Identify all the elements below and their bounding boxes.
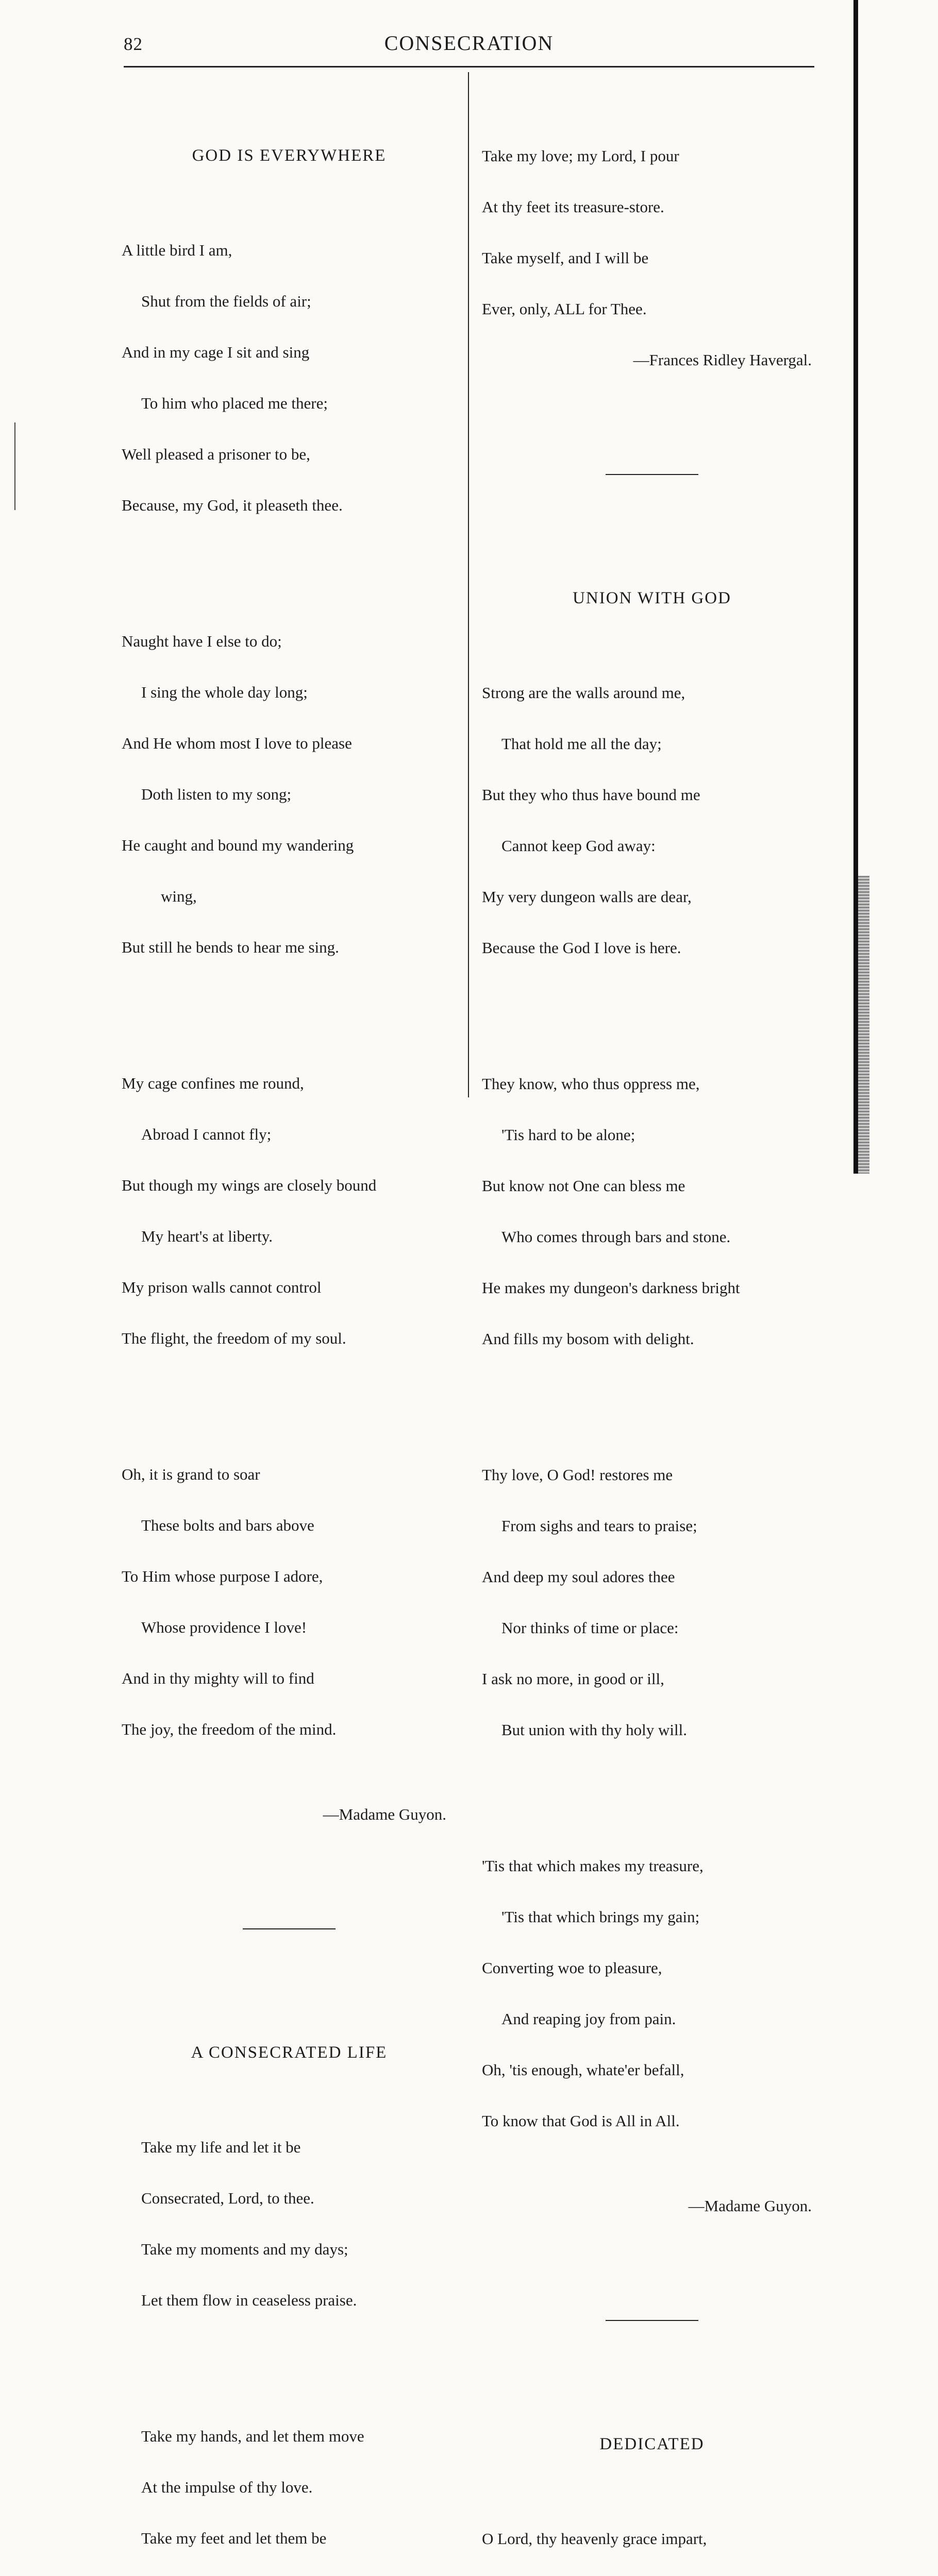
page-number: 82 xyxy=(124,34,143,54)
verse-line: That hold me all the day; xyxy=(501,735,662,753)
verse-line: Take my life and let it be xyxy=(141,2138,301,2156)
verse-line: From sighs and tears to praise; xyxy=(501,1517,697,1535)
verse-line: And deep my soul adores thee xyxy=(482,1568,675,1586)
verse-line: A little bird I am, xyxy=(122,241,232,259)
stanza xyxy=(482,2496,822,2576)
verse-line: My prison walls cannot control xyxy=(122,1278,322,1296)
stanza xyxy=(122,1432,457,1772)
verse-line: The joy, the freedom of the mind. xyxy=(122,1720,337,1738)
header-rule xyxy=(124,66,814,67)
verse-line: But they who thus have bound me xyxy=(482,786,700,804)
stanza xyxy=(122,599,457,990)
page-edge-texture xyxy=(858,876,869,1174)
poem-title: GOD IS EVERYWHERE xyxy=(192,146,387,165)
verse-line: Take myself, and I will be xyxy=(482,249,649,267)
stanza xyxy=(482,1823,822,2163)
verse-line: wing, xyxy=(161,887,197,905)
verse-line: My heart's at liberty. xyxy=(141,1227,273,1245)
section-separator xyxy=(606,2320,698,2321)
running-title: CONSECRATION xyxy=(384,31,554,55)
stanza xyxy=(122,208,457,548)
poem-title: UNION WITH GOD xyxy=(573,589,731,607)
verse-line: And in thy mighty will to find xyxy=(122,1669,314,1687)
verse-line: My cage confines me round, xyxy=(122,1074,304,1092)
verse-line: But still he bends to hear me sing. xyxy=(122,938,339,956)
verse-line: And in my cage I sit and sing xyxy=(122,343,310,361)
verse-line: They know, who thus oppress me, xyxy=(482,1075,700,1093)
margin-mark xyxy=(14,422,15,510)
poem-author: —Frances Ridley Havergal. xyxy=(633,351,812,369)
poem-a-consecrated-life-continued xyxy=(482,113,822,402)
verse-line: Let them flow in ceaseless praise. xyxy=(141,2291,357,2309)
verse-line: I sing the whole day long; xyxy=(141,683,308,701)
poem-title: DEDICATED xyxy=(599,2435,705,2453)
poem-title: A CONSECRATED LIFE xyxy=(191,2043,388,2062)
poem-author: —Madame Guyon. xyxy=(688,2197,812,2215)
section-separator xyxy=(243,1928,336,1929)
verse-line: Converting woe to pleasure, xyxy=(482,1959,662,1977)
verse-line: Naught have I else to do; xyxy=(122,632,282,650)
verse-line: But union with thy holy will. xyxy=(501,1721,687,1739)
verse-line: Whose providence I love! xyxy=(141,1618,307,1636)
verse-line: At thy feet its treasure-store. xyxy=(482,198,664,216)
stanza xyxy=(122,1041,457,1381)
verse-line: Strong are the walls around me, xyxy=(482,684,685,702)
verse-line: Thy love, O God! restores me xyxy=(482,1466,673,1484)
page-edge-shadow xyxy=(853,0,858,1174)
verse-line: Nor thinks of time or place: xyxy=(501,1619,679,1637)
verse-line: Abroad I cannot fly; xyxy=(141,1125,272,1143)
verse-line: 'Tis that which brings my gain; xyxy=(501,1908,700,1926)
poem-dedicated xyxy=(482,2402,822,2576)
verse-line: At the impulse of thy love. xyxy=(141,2478,313,2496)
stanza xyxy=(482,1041,822,1381)
verse-line: Because the God I love is here. xyxy=(482,939,681,957)
verse-line: Oh, it is grand to soar xyxy=(122,1465,260,1483)
poem-god-is-everywhere xyxy=(122,113,457,1857)
verse-line: To Him whose purpose I adore, xyxy=(122,1567,323,1585)
verse-line: Take my moments and my days; xyxy=(141,2240,348,2258)
verse-line: And fills my bosom with delight. xyxy=(482,1330,694,1348)
verse-line: But know not One can bless me xyxy=(482,1177,685,1195)
stanza xyxy=(122,2105,457,2343)
verse-line: Cannot keep God away: xyxy=(501,837,656,855)
verse-line: 'Tis hard to be alone; xyxy=(501,1126,635,1144)
verse-line: O Lord, thy heavenly grace impart, xyxy=(482,2530,707,2548)
verse-line: To know that God is All in All. xyxy=(482,2112,680,2130)
verse-line: And reaping joy from pain. xyxy=(501,2010,676,2028)
stanza xyxy=(482,650,822,990)
verse-line: And He whom most I love to please xyxy=(122,734,352,752)
verse-line: Ever, only, ALL for Thee. xyxy=(482,300,647,318)
verse-line: Doth listen to my song; xyxy=(141,785,292,803)
stanza xyxy=(122,2394,457,2576)
verse-line: 'Tis that which makes my treasure, xyxy=(482,1857,703,1875)
verse-line: I ask no more, in good or ill, xyxy=(482,1670,664,1688)
poem-a-consecrated-life xyxy=(122,2010,457,2576)
left-column xyxy=(122,79,457,2576)
verse-line: Take my love; my Lord, I pour xyxy=(482,147,679,165)
verse-line: Take my feet and let them be xyxy=(141,2529,327,2547)
verse-line: Who comes through bars and stone. xyxy=(501,1228,731,1246)
stanza xyxy=(482,1432,822,1772)
verse-line: These bolts and bars above xyxy=(141,1516,314,1534)
verse-line: To him who placed me there; xyxy=(141,394,328,412)
verse-line: Because, my God, it pleaseth thee. xyxy=(122,496,343,514)
verse-line: But though my wings are closely bound xyxy=(122,1176,377,1194)
poem-author: —Madame Guyon. xyxy=(323,1805,446,1823)
column-divider xyxy=(468,72,469,1097)
verse-line: Oh, 'tis enough, whate'er befall, xyxy=(482,2061,684,2079)
right-column xyxy=(482,79,822,2576)
verse-line: Shut from the fields of air; xyxy=(141,292,311,310)
verse-line: He makes my dungeon's darkness bright xyxy=(482,1279,740,1297)
verse-line: Well pleased a prisoner to be, xyxy=(122,445,310,463)
section-separator xyxy=(606,474,698,475)
verse-line: Consecrated, Lord, to thee. xyxy=(141,2189,314,2207)
verse-line: Take my hands, and let them move xyxy=(141,2427,364,2445)
verse-line: My very dungeon walls are dear, xyxy=(482,888,692,906)
verse-line: The flight, the freedom of my soul. xyxy=(122,1329,346,1347)
poem-union-with-god xyxy=(482,556,822,2248)
verse-line: He caught and bound my wandering xyxy=(122,836,354,854)
